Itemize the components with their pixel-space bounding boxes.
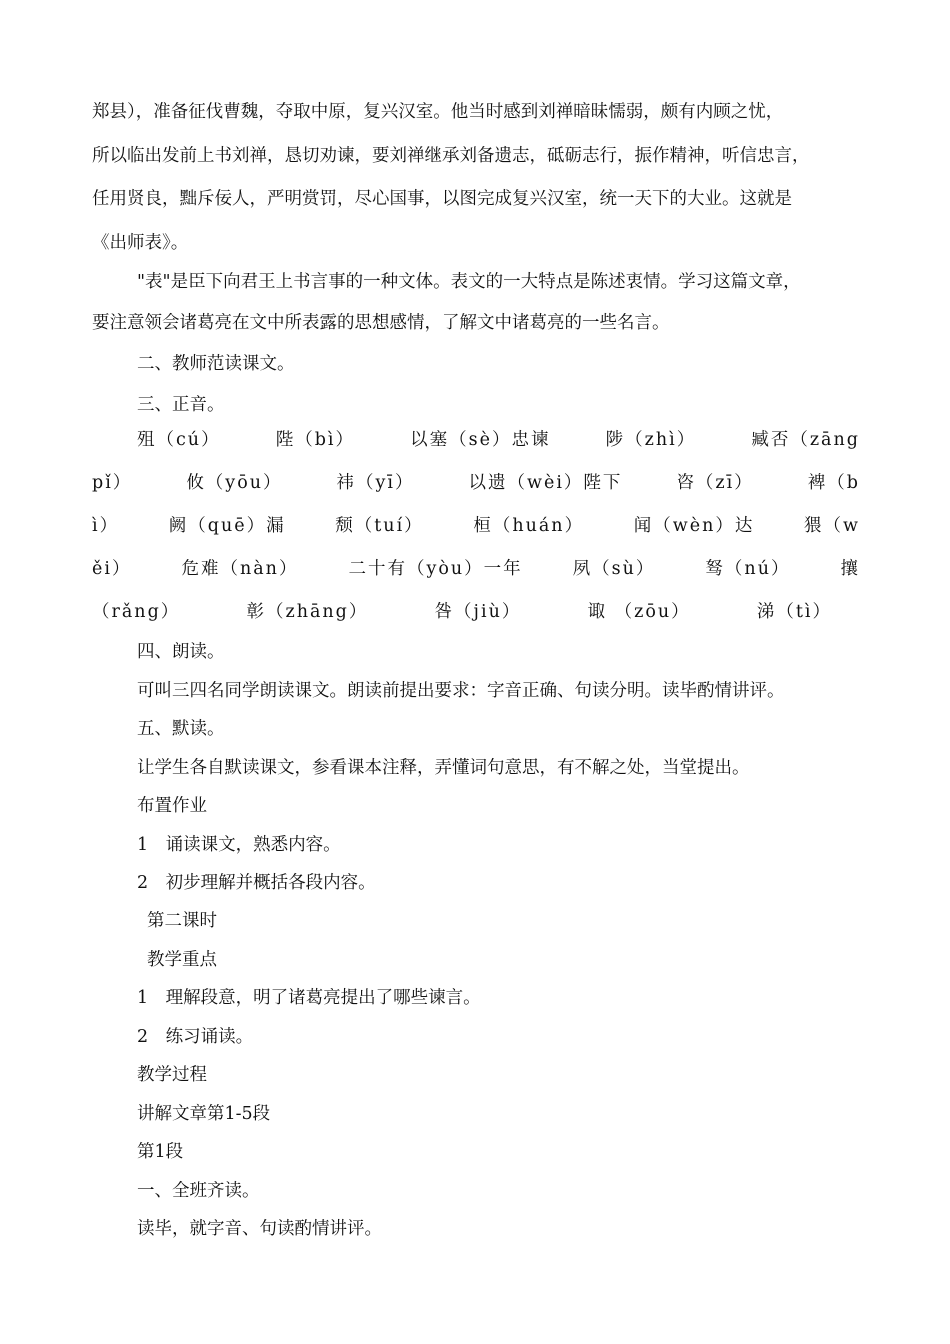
body-text-line: 任用贤良，黜斥佞人，严明赏罚，尽心国事，以图完成复兴汉室，统一天下的大业。这就是 [92,189,792,209]
section-heading: 二、教师范读课文。 [137,354,295,374]
pinyin-item: ěi） [92,559,132,579]
body-text-line: 所以临出发前上书刘禅，恳切劝谏，要刘禅继承刘备遗志，砥砺志行，振作精神，听信忠言， [92,146,810,166]
homework-item: 1 诵读课文，熟悉内容。 [137,835,341,855]
body-text-line: "表"是臣下向君王上书言事的一种文体。表文的一大特点是陈述衷情。学习这篇文章， [137,272,801,292]
pinyin-item: 祎（yī） [336,473,415,493]
pinyin-item: 桓（huán） [473,516,585,536]
body-text-line: 郑县），准备征伐曹魏，夺取中原，复兴汉室。他当时感到刘禅暗昧懦弱，颇有内顾之忧， [92,102,784,122]
body-text-line: 让学生各自默读课文，参看课本注释，弄懂词句意思，有不解之处，当堂提出。 [137,758,750,778]
pinyin-item: 涕（tì） [756,602,832,622]
step-heading: 一、全班齐读。 [137,1181,260,1201]
pinyin-item: 颓（tuí） [335,516,424,536]
pinyin-item: 咎（jiù） [434,602,522,622]
pinyin-item: 闻（wèn）达 [633,516,755,536]
pinyin-item: 以遗（wèi）陛下 [468,473,623,493]
pinyin-row [137,428,860,452]
pinyin-item: （rǎng） [92,602,181,622]
pinyin-item: 陟（zhì） [605,430,697,450]
body-text-line: 《出师表》。 [92,233,189,253]
process-heading: 教学过程 [137,1065,207,1085]
section-heading: 四、朗读。 [137,642,225,662]
pinyin-item: 危难（nàn） [181,559,299,579]
pinyin-item: 猥（w [804,516,860,536]
pinyin-item: 裨（b [807,473,860,493]
homework-heading: 布置作业 [137,796,207,816]
pinyin-row [92,514,860,538]
pinyin-item: 夙（sù） [572,559,656,579]
explain-heading: 讲解文章第1-5段 [137,1104,271,1124]
pinyin-item: 臧否（zāng [751,430,860,450]
pinyin-item: 咨（zī） [676,473,754,493]
pinyin-item: pǐ） [92,473,133,493]
pinyin-item: 彰（zhāng） [246,602,369,622]
pinyin-row [92,557,860,581]
pinyin-item: 殂（cú） [137,430,221,450]
pinyin-item: ì） [92,516,120,536]
lesson-heading: 第二课时 [147,911,217,931]
pinyin-row [92,600,832,624]
key-points-heading: 教学重点 [147,950,217,970]
body-text-line: 要注意领会诸葛亮在文中所表露的思想感情，了解文中诸葛亮的一些名言。 [92,313,670,333]
section-heading: 三、正音。 [137,395,225,415]
paragraph-heading: 第1段 [137,1142,184,1162]
body-text-line: 读毕，就字音、句读酌情讲评。 [137,1219,382,1239]
section-heading: 五、默读。 [137,719,225,739]
pinyin-item: 诹 （zōu） [587,602,691,622]
pinyin-item: 攘 [840,559,860,579]
pinyin-item: 攸（yōu） [186,473,283,493]
pinyin-row [92,471,860,495]
homework-item: 2 初步理解并概括各段内容。 [137,873,376,893]
pinyin-item: 陛（bì） [275,430,356,450]
pinyin-item: 二十有（yòu）一年 [348,559,523,579]
pinyin-item: 阙（quē）漏 [168,516,286,536]
pinyin-item: 驽（nú） [705,559,791,579]
body-text-line: 可叫三四名同学朗读课文。朗读前提出要求：字音正确、句读分明。读毕酌情讲评。 [137,681,785,701]
key-point-item: 1 理解段意，明了诸葛亮提出了哪些谏言。 [137,988,481,1008]
pinyin-item: 以塞（sè）忠谏 [410,430,551,450]
key-point-item: 2 练习诵读。 [137,1027,254,1047]
